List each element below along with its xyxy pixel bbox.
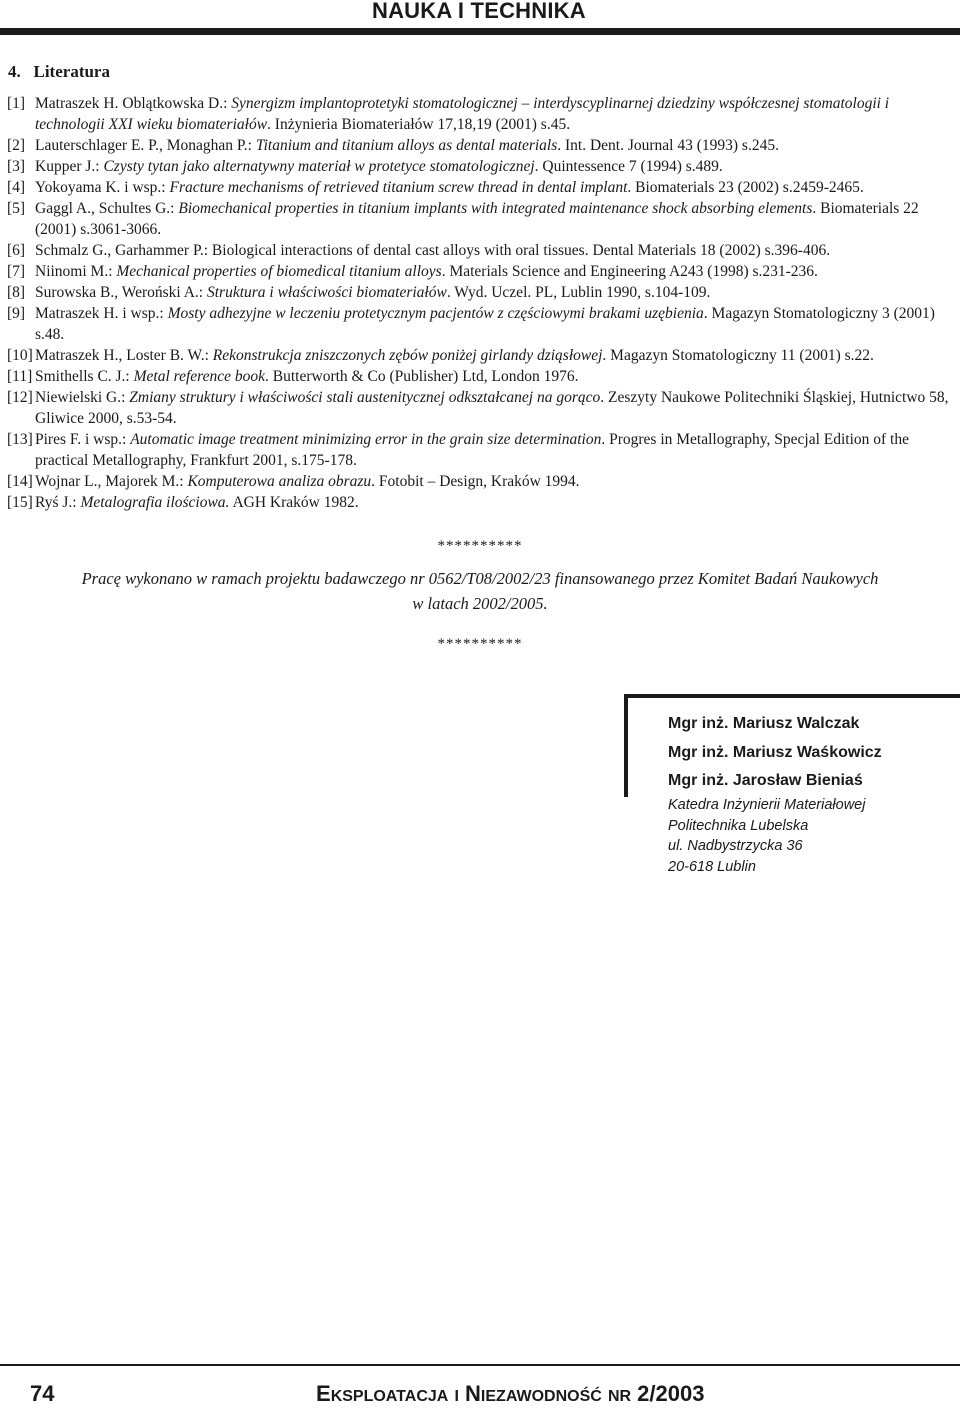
reference-source: AGH Kraków 1982. [229, 494, 359, 511]
reference-authors: Yokoyama K. i wsp.: [35, 179, 170, 196]
reference-item [7, 345, 957, 366]
reference-number: [8] [7, 284, 26, 301]
reference-title: Automatic image treatment minimizing error in the grain size determination [130, 431, 602, 448]
author-block-vrule [624, 694, 628, 797]
reference-source: . Inżynieria Biomateriałów 17,18,19 (2001) s.45. [267, 116, 571, 133]
reference-item [7, 135, 957, 156]
footer-rule [0, 1364, 960, 1366]
reference-item [7, 261, 957, 282]
reference-source: . Progres in Metallography, Specjal Edition of the practical Metallography, Frankfurt 2001, s.175-178. [35, 431, 909, 469]
reference-authors: Niewielski G.: [35, 389, 130, 406]
reference-number: [14] [7, 473, 33, 490]
reference-title: Metalografia ilościowa. [80, 494, 230, 511]
affiliation-line: Politechnika Lubelska [668, 817, 809, 834]
reference-number: [7] [7, 263, 26, 280]
reference-number: [1] [7, 95, 26, 112]
separator-stars: ********** [437, 636, 523, 652]
reference-number: [5] [7, 200, 26, 217]
reference-authors: Gaggl A., Schultes G.: [35, 200, 179, 217]
reference-title: Biomechanical properties in titanium implants with integrated maintenance shock absorbing elements [178, 200, 813, 217]
reference-authors: Matraszek H. i wsp.: [35, 305, 168, 322]
author-name: Mgr inż. Mariusz Waśkowicz [668, 743, 882, 761]
reference-title: Titanium and titanium alloys as dental materials [255, 137, 558, 154]
reference-source: . Zeszyty Naukowe Politechniki Śląskiej, Hutnictwo 58, Gliwice 2000, s.53-54. [35, 389, 949, 427]
reference-number: [3] [7, 158, 26, 175]
reference-authors: Matraszek H. Oblątkowska D.: [35, 95, 232, 112]
reference-authors: Schmalz G., Garhammer P.: [35, 242, 212, 259]
section-title: 4. Literatura [8, 62, 110, 81]
reference-number: [6] [7, 242, 26, 259]
reference-title: Metal reference book [133, 368, 266, 385]
reference-title: Fracture mechanisms of retrieved titanium screw thread in dental implant [169, 179, 628, 196]
reference-number: [4] [7, 179, 26, 196]
reference-item [7, 471, 957, 492]
author-block-rule [624, 694, 960, 698]
reference-item [7, 387, 957, 429]
funding-line: Pracę wykonano w ramach projektu badawczego nr 0562/T08/2002/23 finansowanego przez Komitet Badań Naukowych [81, 569, 879, 588]
reference-authors: Pires F. i wsp.: [35, 431, 131, 448]
author-name: Mgr inż. Mariusz Walczak [668, 715, 860, 732]
reference-authors: Ryś J.: [35, 494, 81, 511]
reference-source: . Magazyn Stomatologiczny 11 (2001) s.22. [602, 347, 874, 364]
reference-title: Komputerowa analiza obrazu [187, 473, 372, 490]
reference-item [7, 282, 957, 303]
funding-note [0, 566, 960, 616]
reference-source: . Materials Science and Engineering A243 (1998) s.231-236. [441, 263, 818, 280]
affiliation-line: ul. Nadbystrzycka 36 [668, 838, 803, 854]
running-header: NAUKA I TECHNIKA [372, 0, 586, 23]
reference-number: [15] [7, 494, 33, 511]
reference-source: . Biomaterials 22 (2001) s.3061-3066. [35, 200, 919, 238]
journal-name: EKSPLOATACJA I NIEZAWODNOŚĆ NR 2/2003 [316, 1381, 705, 1406]
reference-authors: Smithells C. J.: [35, 368, 134, 385]
reference-item [7, 492, 957, 513]
reference-title: Czysty tytan jako alternatywny materiał w protetyce stomatologicznej [103, 158, 535, 175]
reference-number: [13] [7, 431, 33, 448]
reference-number: [9] [7, 305, 26, 322]
reference-item [7, 198, 957, 240]
reference-title: Synergizm implantoprotetyki stomatologicznej – interdyscyplinarnej dziedziny współczesnej stomatologii i technologii XXI wieku biomateriałów [35, 95, 890, 133]
reference-authors: Matraszek H., Loster B. W.: [35, 347, 213, 364]
reference-authors: Wojnar L., Majorek M.: [35, 473, 188, 490]
reference-authors: Lauterschlager E. P., Monaghan P.: [35, 137, 256, 154]
author-list [668, 710, 882, 796]
reference-item [7, 366, 957, 387]
reference-title: Mosty adhezyjne w leczeniu protetycznym pacjentów z częściowymi brakami uzębienia [167, 305, 704, 322]
reference-list [7, 93, 957, 513]
reference-item [7, 429, 957, 471]
reference-authors: Kupper J.: [35, 158, 104, 175]
reference-number: [12] [7, 389, 33, 406]
reference-source: . Quintessence 7 (1994) s.489. [534, 158, 723, 175]
reference-source: . Int. Dent. Journal 43 (1993) s.245. [557, 137, 779, 154]
reference-item [7, 177, 957, 198]
reference-authors: Niinomi M.: [35, 263, 117, 280]
reference-title: Struktura i właściwości biomateriałów [206, 284, 447, 301]
reference-title: Zmiany struktury i właściwości stali austenitycznej odkształcanej na gorąco [129, 389, 601, 406]
affiliation-line: 20-618 Lublin [668, 858, 756, 875]
affiliation-line: Katedra Inżynierii Materiałowej [668, 797, 866, 813]
reference-authors: Surowska B., Weroński A.: [35, 284, 207, 301]
funding-line: w latach 2002/2005. [412, 594, 548, 613]
separator-stars: ********** [437, 538, 523, 554]
reference-source: Biological interactions of dental cast alloys with oral tissues. Dental Materials 18 (2002) s.396-406. [211, 242, 831, 259]
reference-item [7, 303, 957, 345]
reference-source: . Magazyn Stomatologiczny 3 (2001) s.48. [35, 305, 935, 343]
reference-number: [10] [7, 347, 33, 364]
reference-item [7, 156, 957, 177]
reference-number: [2] [7, 137, 26, 154]
reference-title: Rekonstrukcja zniszczonych zębów poniżej girlandy dziąsłowej [212, 347, 603, 364]
reference-number: [11] [7, 368, 33, 385]
reference-source: . Biomaterials 23 (2002) s.2459-2465. [627, 179, 864, 196]
header-rule [0, 28, 960, 35]
reference-item [7, 93, 957, 135]
reference-title: Mechanical properties of biomedical titanium alloys [116, 263, 442, 280]
reference-source: . Fotobit – Design, Kraków 1994. [371, 473, 580, 490]
page-number: 74 [30, 1381, 55, 1406]
reference-source: . Butterworth & Co (Publisher) Ltd, London 1976. [265, 368, 579, 385]
reference-source: . Wyd. Uczel. PL, Lublin 1990, s.104-109. [446, 284, 711, 301]
reference-item [7, 240, 957, 261]
author-affiliation [668, 795, 865, 877]
author-name: Mgr inż. Jarosław Bieniaś [668, 772, 863, 789]
